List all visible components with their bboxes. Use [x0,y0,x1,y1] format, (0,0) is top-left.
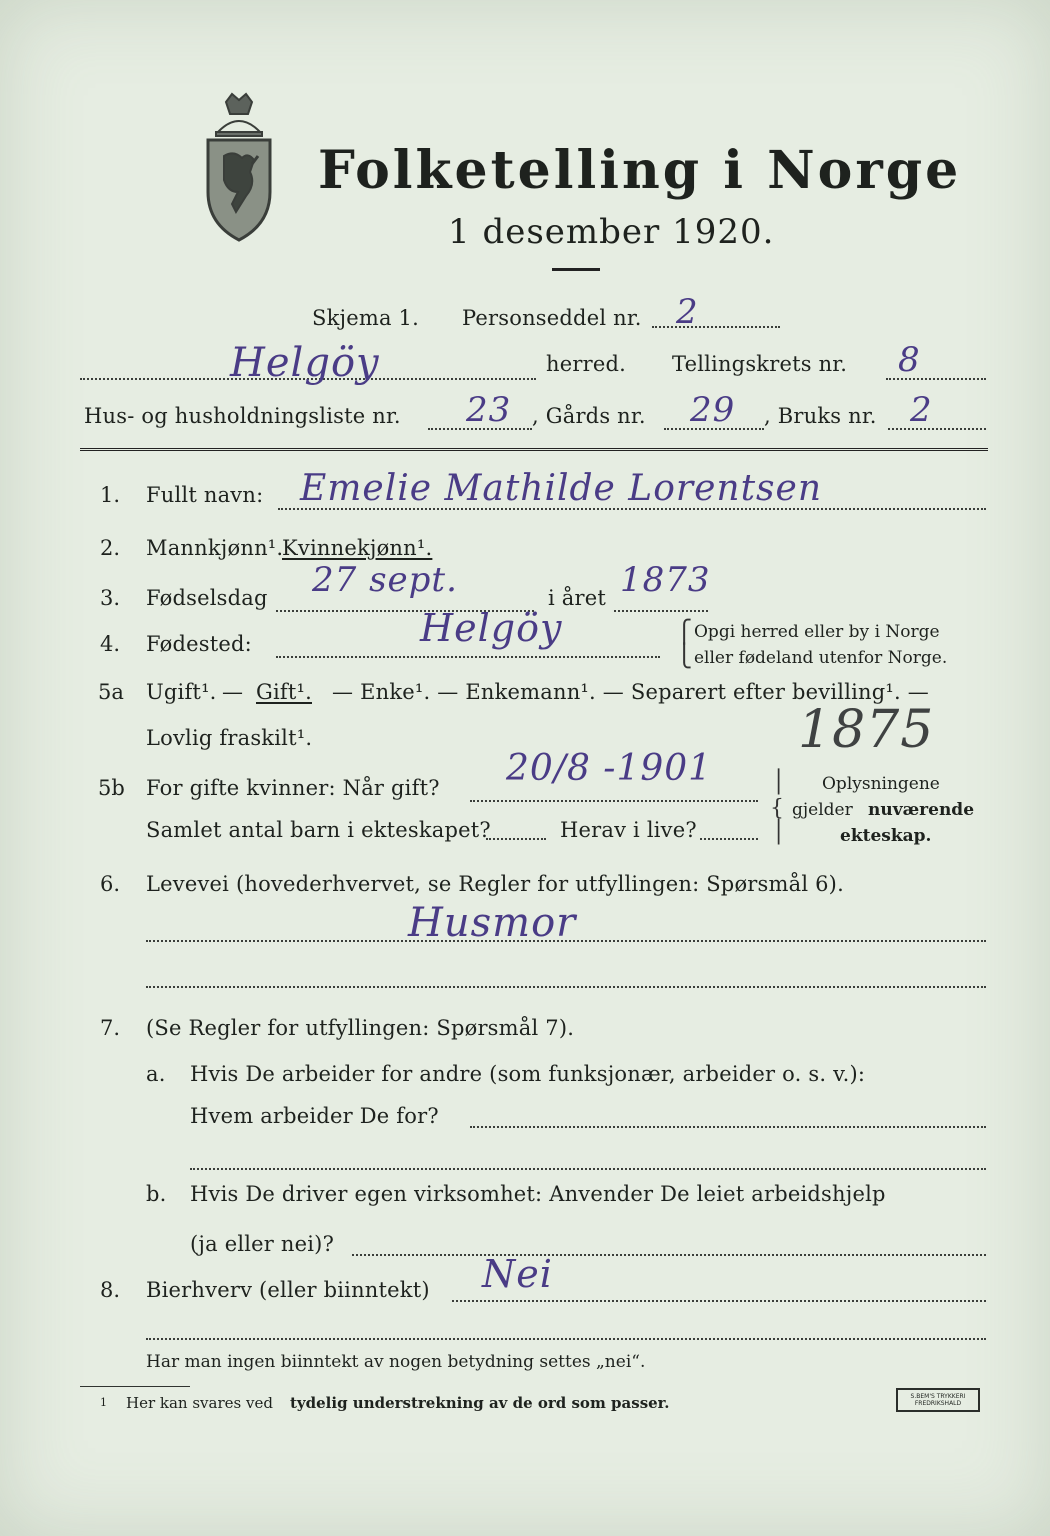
printer-stamp [896,1388,980,1412]
gards-value: 29 [690,390,736,430]
q4-brace-lower: ⎩ [676,644,693,669]
q2-number: 2. [100,536,121,560]
q7b-letter: b. [146,1182,167,1206]
q5b-children-line [486,838,546,840]
q1-value: Emelie Mathilde Lorentsen [300,468,823,509]
header-separator [80,448,988,451]
q5b-line [470,800,758,802]
q5b-value: 20/8 -1901 [506,748,713,789]
footnote-rule [80,1386,190,1387]
q5a-number: 5a [98,680,124,704]
q8-line-2 [146,1338,986,1340]
q5b-note-2b: nuværende [868,800,975,820]
q2-male: Mannkjønn¹. [146,536,284,560]
footnote-number: 1 [100,1396,107,1409]
q4-brace: ⎧ [676,620,693,645]
q5b-alive-line [700,838,758,840]
q4-line [276,656,660,658]
q6-value: Husmor [408,900,577,946]
footer-note: Har man ingen biinntekt av nogen betydning settes „nei“. [146,1352,646,1372]
husholdning-label: Hus- og husholdningsliste nr. [84,404,401,428]
q6-line-1 [146,940,986,942]
q5a-pencil-annotation: 1875 [798,700,935,760]
bruks-label: , Bruks nr. [764,404,877,428]
printer-stamp-line-2: FREDRIKSHALD [914,1400,962,1407]
tellingskrets-label: Tellingskrets nr. [672,352,848,376]
q4-note-1: Opgi herred eller by i Norge [694,622,940,642]
q5b-alive-label: Herav i live? [560,818,697,842]
q5b-number: 5b [98,776,125,800]
gards-label: , Gårds nr. [532,404,646,428]
printer-stamp-line-1: S.BEM'S TRYKKERI [910,1393,966,1400]
q5a-fraskilt: Lovlig fraskilt¹. [146,726,313,750]
form-title: Folketelling i Norge [318,140,962,201]
q5b-brace-lower: │ [772,820,786,845]
q2-female-underlined: Kvinnekjønn¹. [282,536,433,560]
q6-line-2 [146,986,986,988]
q8-number: 8. [100,1278,121,1302]
q1-number: 1. [100,483,121,507]
personseddel-label: Personseddel nr. [462,306,642,330]
q7a-label: Hvis De arbeider for andre (som funksjonær, arbeider o. s. v.): [190,1062,866,1086]
q3-year-line [614,610,708,612]
q3-value: 27 sept. [312,560,458,600]
q5b-brace: │ [772,770,786,795]
q3-year-value: 1873 [620,560,711,600]
q4-value: Helgöy [420,606,563,650]
q5a-dash: — [222,680,244,704]
q7b-label: Hvis De driver egen virksomhet: Anvender De leiet arbeidshjelp [190,1182,886,1206]
q7a-line-2 [190,1168,986,1170]
q5b-note-1: Oplysningene [822,774,940,794]
q5b-note-3: ekteskap. [840,826,932,846]
q5b-brace-mid: { [770,796,784,821]
q8-line [452,1300,986,1302]
q1-label: Fullt navn: [146,483,264,507]
footnote-text-b: tydelig understrekning av de ord som passer. [290,1394,670,1412]
q7-number: 7. [100,1016,121,1040]
q7a-line2: Hvem arbeider De for? [190,1104,439,1128]
census-date: 1 desember 1920. [448,212,775,252]
q5b-note-2a: gjelder [792,800,853,820]
bruks-line [888,428,986,430]
q4-number: 4. [100,632,121,656]
q7a-line [470,1126,986,1128]
skjema-label: Skjema 1. [312,306,419,330]
q3-year-label: i året [548,586,607,610]
title-divider [552,268,600,271]
bruks-value: 2 [910,390,933,430]
q6-number: 6. [100,872,121,896]
q3-label: Fødselsdag [146,586,268,610]
q6-label: Levevei (hovederhvervet, se Regler for utfyllingen: Spørsmål 6). [146,872,844,896]
q5a-options: — Enke¹. — Enkemann¹. — Separert efter bevilling¹. — [332,680,929,704]
q8-value: Nei [482,1252,553,1296]
tellingskrets-value: 8 [898,340,921,380]
herred-value: Helgöy [230,340,380,386]
q4-label: Fødested: [146,632,252,656]
q4-note-2: eller fødeland utenfor Norge. [694,648,948,668]
herred-label: herred. [546,352,626,376]
q5a-gift-underlined: Gift¹. [256,680,312,704]
q7a-letter: a. [146,1062,166,1086]
coat-of-arms-icon [196,92,282,244]
personseddel-line [652,326,780,328]
q5a-ugift: Ugift¹. [146,680,217,704]
husholdning-value: 23 [466,390,512,430]
q7-label: (Se Regler for utfyllingen: Spørsmål 7). [146,1016,575,1040]
q5b-children-label: Samlet antal barn i ekteskapet? [146,818,491,842]
q3-number: 3. [100,586,121,610]
q5b-label: For gifte kvinner: Når gift? [146,776,440,800]
personseddel-value: 2 [676,292,699,332]
q7b-line2: (ja eller nei)? [190,1232,335,1256]
q7b-line [352,1254,986,1256]
footnote-text-a: Her kan svares ved [126,1394,273,1412]
q8-label: Bierhverv (eller biinntekt) [146,1278,430,1302]
